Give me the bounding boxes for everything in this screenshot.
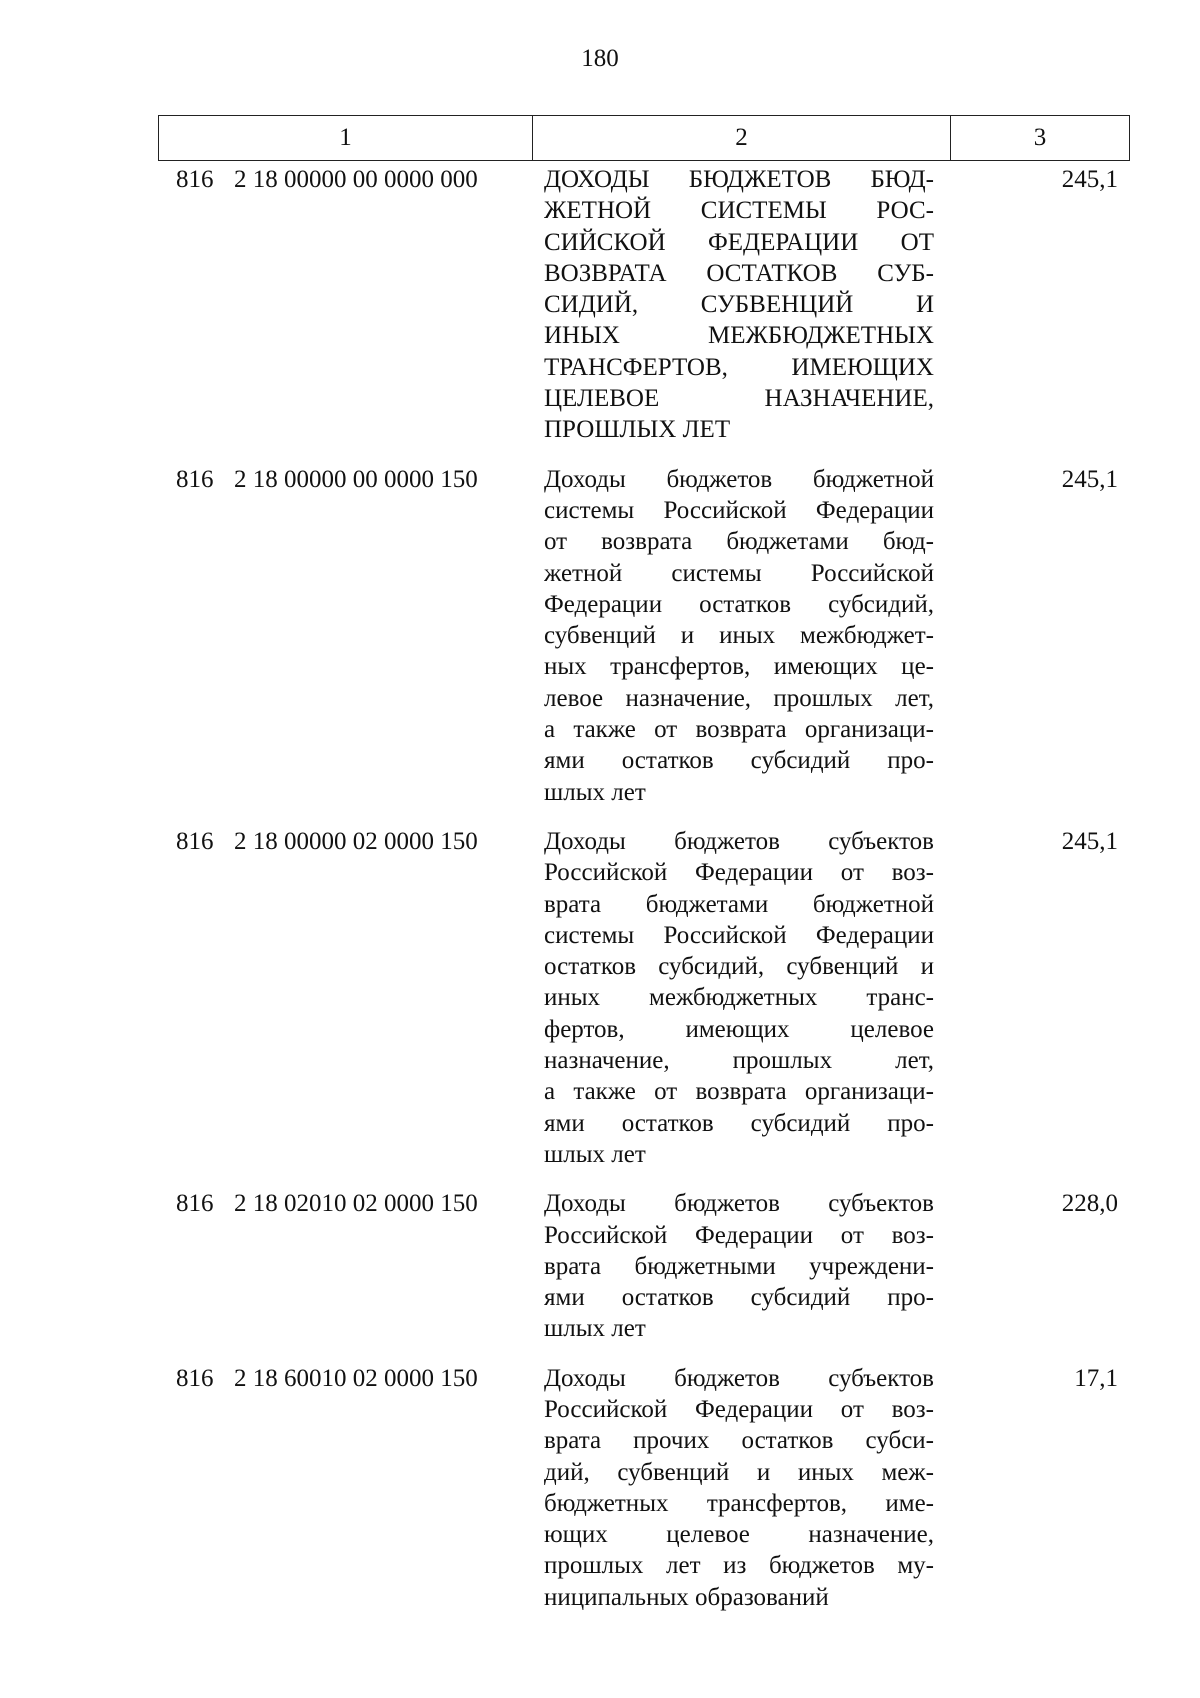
- income-name-line: СИДИЙ, СУБВЕНЦИЙ И: [544, 291, 934, 319]
- amount-cell: 245,1: [1061, 465, 1118, 493]
- income-name-line: Федерации остатков субсидий,: [544, 590, 934, 618]
- income-name-line: а также от возврата организаци-: [544, 1078, 934, 1106]
- amount-cell: 17,1: [1074, 1364, 1118, 1392]
- income-name-line: а также от возврата организаци-: [544, 716, 934, 744]
- income-name-line: субвенций и иных межбюджет-: [544, 622, 934, 650]
- income-name-line: шлых лет: [544, 778, 646, 806]
- header-col-1: 1: [159, 116, 533, 160]
- income-name-line: ющих целевое назначение,: [544, 1521, 934, 1549]
- income-name-cell: [532, 1188, 950, 1344]
- income-name-line: ями остатков субсидий про-: [544, 747, 934, 775]
- income-name-line: левое назначение, прошлых лет,: [544, 684, 934, 712]
- table-row: [158, 1188, 1130, 1344]
- budget-code-cell: 2 18 00000 00 0000 150: [234, 465, 478, 493]
- income-name-line: от возврата бюджетами бюд-: [544, 528, 934, 556]
- income-name-line: остатков субсидий, субвенций и: [544, 953, 934, 981]
- budget-code-cell: 2 18 02010 02 0000 150: [234, 1190, 478, 1218]
- budget-code-cell: 2 18 60010 02 0000 150: [234, 1364, 478, 1392]
- income-name-line: ЖЕТНОЙ СИСТЕМЫ РОС-: [544, 197, 934, 225]
- income-name-line: Доходы бюджетов субъектов: [544, 827, 934, 855]
- income-name-line: ЦЕЛЕВОЕ НАЗНАЧЕНИЕ,: [544, 385, 934, 413]
- income-name-line: ниципальных образований: [544, 1583, 829, 1611]
- income-name-line: системы Российской Федерации: [544, 921, 934, 949]
- income-name-line: ДОХОДЫ БЮДЖЕТОВ БЮД-: [544, 166, 934, 193]
- income-name-line: Российской Федерации от воз-: [544, 859, 934, 887]
- income-name-line: врата прочих остатков субси-: [544, 1427, 934, 1455]
- income-name-line: Российской Федерации от воз-: [544, 1221, 934, 1249]
- income-name-cell: [532, 826, 950, 1170]
- income-name-line: Доходы бюджетов субъектов: [544, 1364, 934, 1392]
- income-name-line: Российской Федерации от воз-: [544, 1395, 934, 1423]
- income-name-line: ВОЗВРАТА ОСТАТКОВ СУБ-: [544, 259, 934, 287]
- admin-code-cell: 816: [176, 1190, 214, 1218]
- income-name-cell: [532, 464, 950, 808]
- income-name-line: фертов, имеющих целевое: [544, 1015, 934, 1043]
- amount-cell: 245,1: [1061, 166, 1118, 193]
- income-name-line: ями остатков субсидий про-: [544, 1109, 934, 1137]
- budget-code-cell: 2 18 00000 00 0000 000: [234, 166, 478, 193]
- table-body: [158, 164, 1130, 1631]
- income-name-line: бюджетных трансфертов, име-: [544, 1489, 934, 1517]
- table-row: [158, 1363, 1130, 1613]
- income-name-line: ПРОШЛЫХ ЛЕТ: [544, 416, 731, 444]
- table-row: [158, 164, 1130, 446]
- page-number: 180: [581, 45, 619, 72]
- income-name-line: шлых лет: [544, 1315, 646, 1343]
- admin-code-cell: 816: [176, 1364, 214, 1392]
- admin-code-cell: 816: [176, 166, 214, 193]
- income-name-line: системы Российской Федерации: [544, 496, 934, 524]
- income-name-line: ИНЫХ МЕЖБЮДЖЕТНЫХ: [544, 322, 934, 350]
- income-name-line: жетной системы Российской: [544, 559, 934, 587]
- amount-cell: 228,0: [1061, 1190, 1118, 1218]
- income-name-line: прошлых лет из бюджетов му-: [544, 1552, 934, 1580]
- income-name-line: назначение, прошлых лет,: [544, 1047, 934, 1075]
- income-name-line: шлых лет: [544, 1140, 646, 1168]
- income-name-line: ями остатков субсидий про-: [544, 1284, 934, 1312]
- table-row: [158, 464, 1130, 808]
- table-header: [158, 115, 1130, 161]
- income-name-cell: [532, 1363, 950, 1613]
- income-name-line: врата бюджетами бюджетной: [544, 890, 934, 918]
- income-name-line: ТРАНСФЕРТОВ, ИМЕЮЩИХ: [544, 353, 934, 381]
- income-name-line: Доходы бюджетов бюджетной: [544, 465, 934, 493]
- income-name-line: Доходы бюджетов субъектов: [544, 1190, 934, 1218]
- income-name-cell: [532, 164, 950, 446]
- budget-code-cell: 2 18 00000 02 0000 150: [234, 827, 478, 855]
- admin-code-cell: 816: [176, 465, 214, 493]
- amount-cell: 245,1: [1061, 827, 1118, 855]
- admin-code-cell: 816: [176, 827, 214, 855]
- income-name-line: врата бюджетными учреждени-: [544, 1252, 934, 1280]
- income-name-line: иных межбюджетных транс-: [544, 984, 934, 1012]
- income-name-line: дий, субвенций и иных меж-: [544, 1458, 934, 1486]
- header-col-3: 3: [1033, 124, 1047, 151]
- table-row: [158, 826, 1130, 1170]
- income-name-line: СИЙСКОЙ ФЕДЕРАЦИИ ОТ: [544, 228, 934, 256]
- header-col-2: 2: [533, 116, 951, 160]
- income-name-line: ных трансфертов, имеющих це-: [544, 653, 934, 681]
